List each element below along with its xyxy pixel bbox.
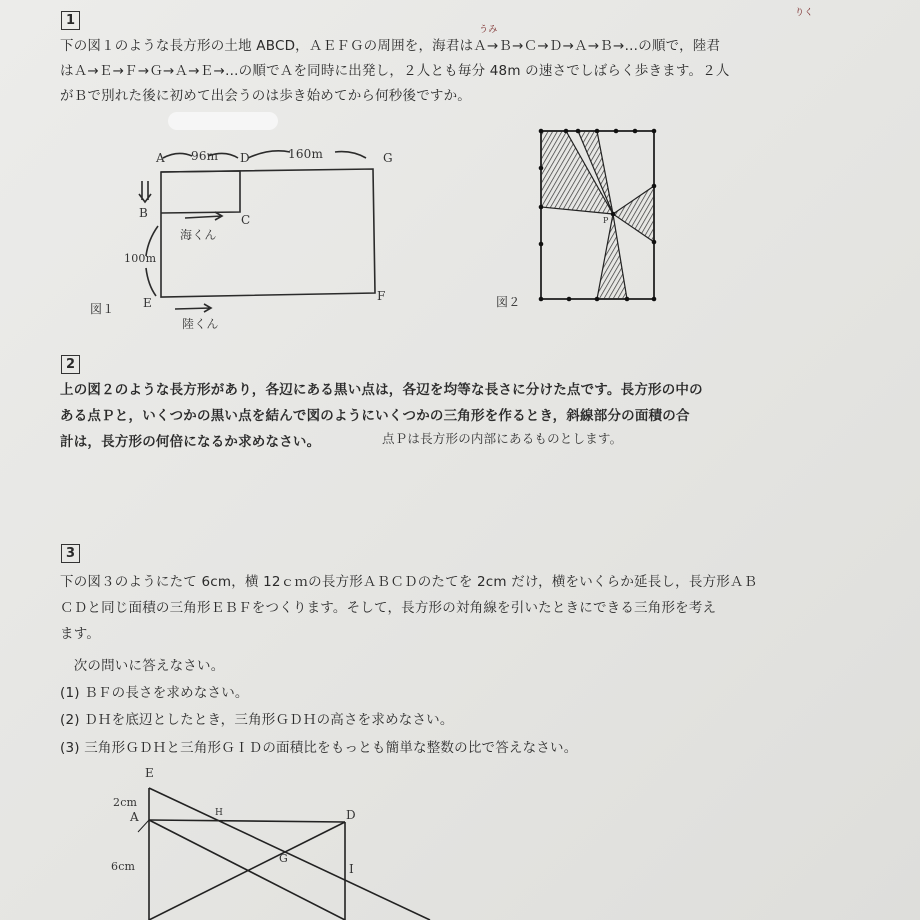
question-1-number: 1: [61, 11, 80, 30]
fig3-label-d: D: [346, 808, 356, 822]
question-3-number: 3: [61, 544, 80, 563]
fig3-label-6cm: 6cm: [111, 860, 136, 873]
fig1-label-c: C: [241, 213, 251, 227]
q1-line-1: 下の図１のような長方形の土地 ABCD，ＡＥＦＧの周囲を，海君はＡ→Ｂ→Ｃ→Ｄ→Ａ→Ｂ→…の順で，陸君: [60, 38, 721, 54]
fig1-label-ad: 96m: [191, 149, 219, 163]
fig1-label-d: D: [240, 151, 250, 165]
fig3-label-a: A: [130, 810, 139, 824]
fig1-label-b: B: [139, 206, 149, 220]
fig3-label-2cm: 2cm: [113, 796, 138, 809]
q3-question-3: (3) 三角形ＧＤＨと三角形ＧＩＤの面積比をもっとも簡単な整数の比で答えなさい。: [60, 740, 578, 756]
q3-question-1: (1) ＢＦの長さを求めなさい。: [60, 685, 249, 701]
fig1-label-be: 100m: [124, 252, 157, 265]
q2-line-2: ある点Ｐと，いくつかの黒い点を結んで図のようにいくつかの三角形を作るとき，斜線部分の面積の合: [60, 408, 690, 424]
fig2-label-p: P: [603, 216, 609, 225]
fig1-label-f: F: [377, 289, 386, 303]
q2-line-3: 計は，長方形の何倍になるか求めなさい。: [60, 434, 321, 450]
fig1-label-g: G: [383, 151, 393, 165]
fig1-label-e: E: [143, 296, 152, 310]
fig1-label-a: A: [156, 151, 165, 165]
q3-question-2: (2) ＤＨを底辺としたとき，三角形ＧＤＨの高さを求めなさい。: [60, 712, 454, 728]
ruby-umi: うみ: [479, 25, 498, 35]
fig3-label-i: I: [349, 862, 354, 876]
q2-handwritten-note: 点Ｐは長方形の内部にあるものとします。: [382, 431, 623, 446]
q1-line-2: はＡ→Ｅ→Ｆ→Ｇ→Ａ→Ｅ→…の順でＡを同時に出発し，２人とも毎分 48m の速さでしばらく歩きます。２人: [60, 63, 730, 79]
fig2-caption: 図２: [496, 295, 521, 309]
q3-line-4: 次の問いに答えなさい。: [60, 658, 225, 674]
q3-line-3: ます。: [60, 626, 101, 642]
q1-line-3: がＢで別れた後に初めて出会うのは歩き始めてから何秒後ですか。: [60, 88, 471, 104]
ruby-riku: りく: [795, 8, 814, 18]
question-2-number: 2: [61, 355, 80, 374]
fig3-label-e: E: [145, 766, 154, 780]
q3-line-1: 下の図３のようにたて 6cm，横 12ｃｍの長方形ＡＢＣＤのたてを 2cm だけ，横をいくらか延長し，長方形ＡＢ: [60, 574, 758, 590]
fig1-caption: 図１: [90, 302, 115, 316]
q2-line-1: 上の図２のような長方形があり，各辺にある黒い点は，各辺を均等な長さに分けた点です。長方形の中の: [60, 382, 703, 398]
fig1-label-dg: 160m: [288, 147, 324, 161]
fig3-label-h: H: [215, 808, 224, 818]
fig3-label-g: G: [279, 852, 288, 865]
q3-line-2: ＣＤと同じ面積の三角形ＥＢＦをつくります。そして，長方形の対角線を引いたときにできる三角形を考え: [60, 600, 717, 616]
fig1-label-umi: 海くん: [180, 228, 217, 242]
fig1-label-riku: 陸くん: [182, 317, 219, 331]
